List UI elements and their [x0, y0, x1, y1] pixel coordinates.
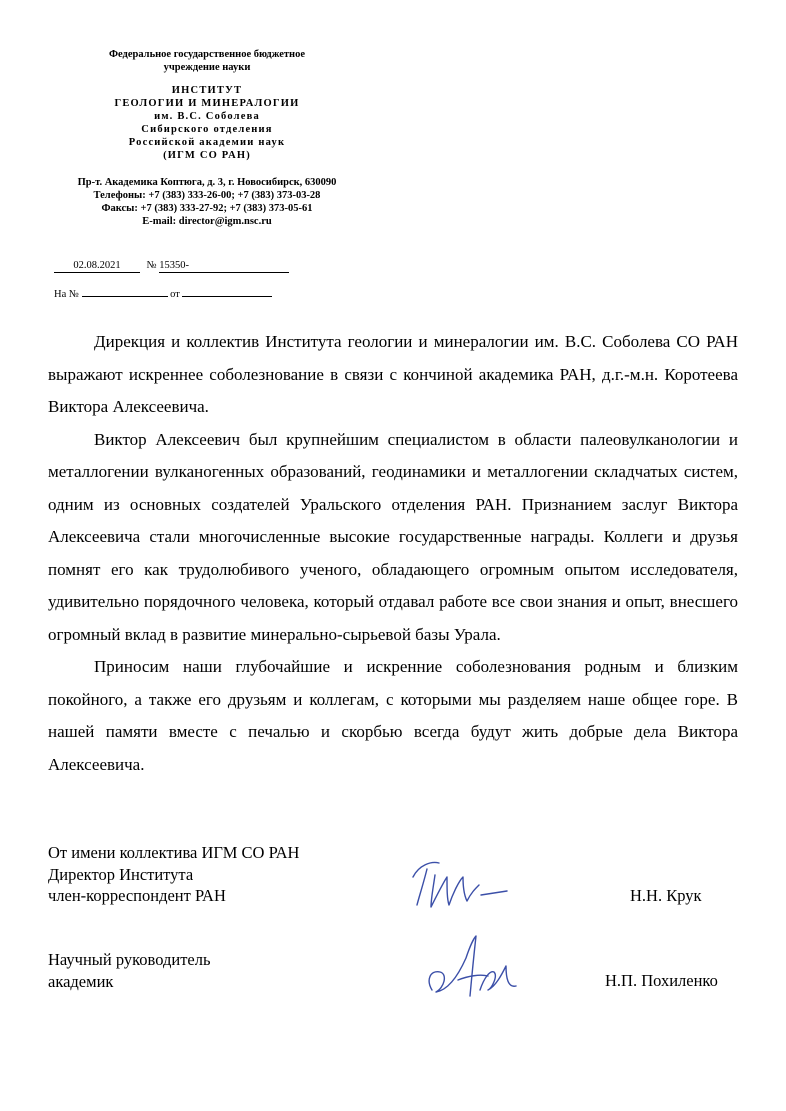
phones-line: Телефоны: +7 (383) 333-26-00; +7 (383) 373-03-28: [93, 190, 321, 201]
registration-number-label: №: [146, 260, 157, 271]
reference-date-blank: [182, 296, 272, 297]
reference-number-blank: [82, 296, 168, 297]
address-line: Пр-т. Академика Коптюга, д. 3, г. Новосибирск, 630090: [77, 177, 337, 188]
paragraph-2: Виктор Алексеевич был крупнейшим специалистом в области палеовулканологии и металлогении вулканогенных образований, геодинамики и металлогении складчатых систем, одним из основных создателей Уральского отделения РАН. Признанием заслуг Виктора Алексеевича стали многочисленные высокие государственные награды. Коллеги и друзья помнят его как трудолюбивого ученого, обладающего огромным опытом исследователя, удивительно порядочного человека, который отдавал работе все свои знания и опыт, внесшего огромный вклад в развитие минерально-сырьевой базы Урала.: [48, 429, 738, 644]
letter-body: [48, 326, 738, 781]
registration-date: 02.08.2021: [54, 260, 140, 273]
signatory-1-line-1: От имени коллектива ИГМ СО РАН: [48, 843, 300, 862]
org-line-1: Федеральное государственное бюджетное: [108, 49, 305, 60]
signatory-2-line-2: академик: [48, 971, 114, 991]
registration-number: 15350-: [159, 260, 289, 273]
signatory-1-name: Н.Н. Крук: [630, 886, 702, 905]
institute-line-4: Сибирского отделения: [141, 124, 273, 135]
signature-1-handwritten: [405, 855, 515, 915]
signatory-2-titles: [48, 949, 211, 992]
letterhead: [52, 48, 362, 228]
institute-line-3: им. В.С. Соболева: [154, 111, 260, 122]
email-line: E-mail: director@igm.nsc.ru: [142, 216, 272, 227]
registration-line: [54, 260, 289, 273]
signatory-2-line-1: Научный руководитель: [48, 950, 211, 969]
reference-from-label: от: [170, 289, 180, 300]
institute-line-5: Российской академии наук: [128, 137, 286, 148]
signature-2-handwritten: [418, 930, 528, 1010]
signatory-2-name: Н.П. Похиленко: [605, 971, 718, 990]
faxes-line: Факсы: +7 (383) 333-27-92; +7 (383) 373-05-61: [101, 203, 313, 214]
signatory-1-line-2: Директор Института: [48, 864, 194, 884]
institute-line-6: (ИГМ СО РАН): [163, 150, 251, 161]
paragraph-1: Дирекция и коллектив Института геологии и минералогии им. В.С. Соболева СО РАН выражают искреннее соболезнование в связи с кончиной академика РАН, д.г.-м.н. Коротеева Виктора Алексеевича.: [48, 332, 738, 416]
institute-line-2: ГЕОЛОГИИ И МИНЕРАЛОГИИ: [114, 98, 300, 109]
org-line-2: учреждение науки: [163, 62, 251, 73]
signatory-1-titles: [48, 842, 299, 907]
signatory-1-line-3: член-корреспондент РАН: [48, 886, 226, 905]
reference-label: На №: [54, 289, 79, 300]
paragraph-3: Приносим наши глубочайшие и искренние соболезнования родным и близким покойного, а также его друзьям и коллегам, с которыми мы разделяем наше общее горе. В нашей памяти вместе с печалью и скорбью всегда будут жить добрые дела Виктора Алексеевича.: [48, 657, 738, 774]
institute-line-1: ИНСТИТУТ: [171, 85, 243, 96]
reference-line: [54, 289, 272, 300]
